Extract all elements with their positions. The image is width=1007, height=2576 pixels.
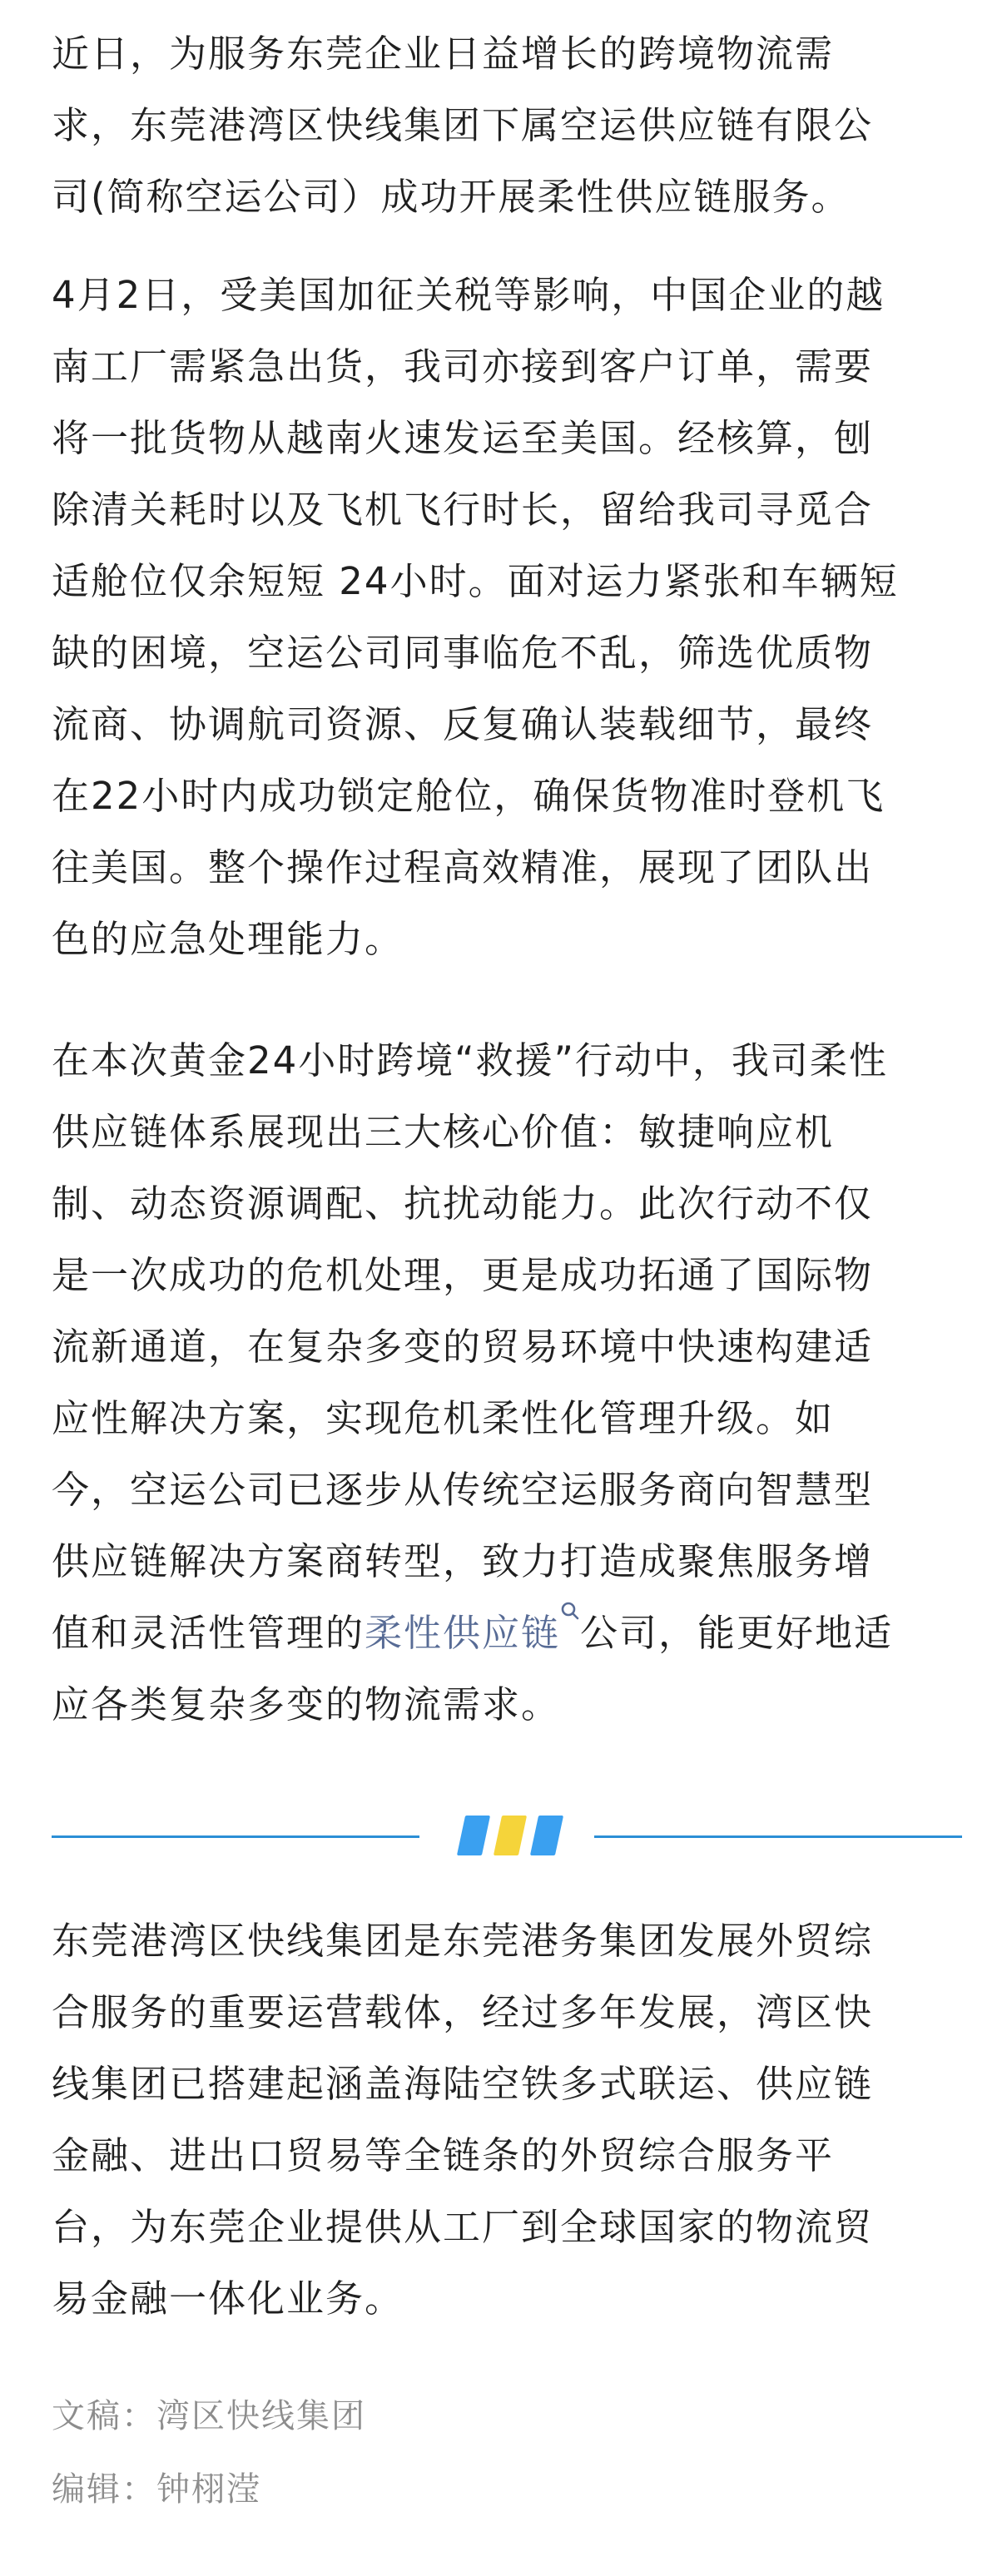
divider-bar-blue	[530, 1816, 563, 1855]
slanted-bars-icon	[451, 1816, 568, 1855]
text-fragment: 公司，能更好地适	[580, 1611, 894, 1655]
credit-editor: 编辑：钟栩滢	[52, 2470, 261, 2509]
section-divider	[52, 1811, 962, 1860]
text-line: 司(简称空运公司）成功开展柔性供应链服务。	[52, 175, 851, 219]
text-line: 除清关耗时以及飞机飞行时长，留给我司寻觅合	[52, 488, 874, 532]
text-line: 在22小时内成功锁定舱位，确保货物准时登机飞	[52, 774, 885, 818]
text-line: 近日，为服务东莞企业日益增长的跨境物流需	[52, 32, 835, 76]
divider-rule-right	[594, 1835, 962, 1838]
text-line: 台，为东莞企业提供从工厂到全球国家的物流贸	[52, 2205, 874, 2249]
divider-bar-yellow	[494, 1816, 527, 1855]
text-line: 制、动态资源调配、抗扰动能力。此次行动不仅	[52, 1181, 874, 1226]
text-line: 色的应急处理能力。	[52, 917, 404, 961]
text-line: 合服务的重要运营载体，经过多年发展，湾区快	[52, 1990, 874, 2034]
text-line: 流商、协调航司资源、反复确认装载细节，最终	[52, 702, 874, 746]
paragraph-intro	[52, 18, 967, 233]
text-line: 供应链解决方案商转型，致力打造成聚焦服务增	[52, 1539, 874, 1583]
text-fragment: 值和灵活性管理的	[52, 1611, 365, 1655]
credit-source: 文稿：湾区快线集团	[52, 2397, 366, 2435]
text-line: 南工厂需紧急出货，我司亦接到客户订单，需要	[52, 344, 874, 389]
text-line-with-link	[52, 1598, 967, 1669]
text-line: 缺的困境，空运公司同事临危不乱，筛选优质物	[52, 631, 874, 675]
text-line: 易金融一体化业务。	[52, 2276, 404, 2321]
text-line: 是一次成功的危机处理，更是成功拓通了国际物	[52, 1253, 874, 1297]
paragraph-event	[52, 260, 967, 975]
text-line: 东莞港湾区快线集团是东莞港务集团发展外贸综	[52, 1919, 874, 1963]
divider-bar-blue	[457, 1816, 490, 1855]
paragraph-company	[52, 1905, 967, 2335]
text-line: 4月2日，受美国加征关税等影响，中国企业的越	[52, 273, 885, 317]
text-line: 金融、进出口贸易等全链条的外贸综合服务平	[52, 2133, 835, 2177]
paragraph-value	[52, 1025, 967, 1741]
text-line: 往美国。整个操作过程高效精准，展现了团队出	[52, 845, 874, 889]
text-line: 今，空运公司已逐步从传统空运服务商向智慧型	[52, 1468, 874, 1512]
text-line: 线集团已搭建起涵盖海陆空铁多式联运、供应链	[52, 2062, 874, 2106]
search-icon[interactable]	[560, 1601, 580, 1629]
text-line: 供应链体系展现出三大核心价值：敏捷响应机	[52, 1110, 835, 1154]
text-line: 求，东莞港湾区快线集团下属空运供应链有限公	[52, 103, 874, 147]
keyword-search-link[interactable]	[365, 1611, 580, 1655]
keyword-link-label[interactable]: 柔性供应链	[365, 1611, 561, 1655]
text-line: 应各类复杂多变的物流需求。	[52, 1682, 561, 1726]
text-line: 流新通道，在复杂多变的贸易环境中快速构建适	[52, 1325, 874, 1369]
text-line: 在本次黄金24小时跨境“救援”行动中，我司柔性	[52, 1038, 888, 1082]
divider-rule-left	[52, 1835, 419, 1838]
text-line: 适舱位仅余短短 24小时。面对运力紧张和车辆短	[52, 559, 899, 603]
text-line: 将一批货物从越南火速发运至美国。经核算，刨	[52, 416, 874, 460]
text-line: 应性解决方案，实现危机柔性化管理升级。如	[52, 1396, 835, 1440]
